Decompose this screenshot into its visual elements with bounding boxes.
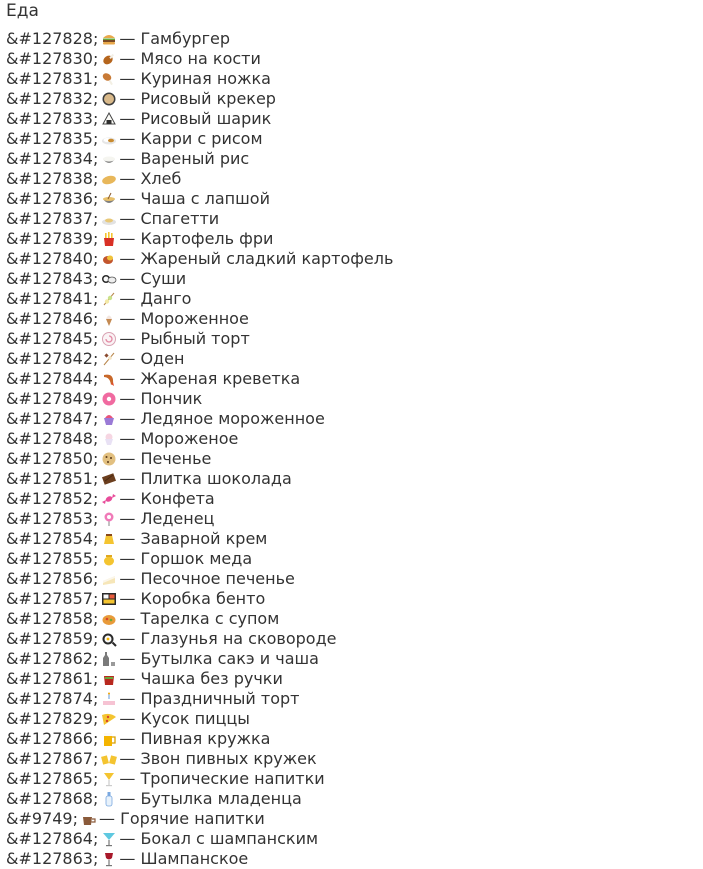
list-item [6, 409, 393, 429]
ice-cream-icon [101, 431, 117, 447]
separator: — [119, 289, 136, 308]
separator: — [119, 469, 136, 488]
curry-rice-icon [101, 131, 117, 147]
item-name: Мороженное [140, 309, 249, 328]
item-name: Пивная кружка [140, 729, 271, 748]
entity-code: &#127850; [6, 449, 99, 468]
entity-code: &#127868; [6, 789, 99, 808]
cooked-rice-icon [101, 151, 117, 167]
separator: — [119, 489, 136, 508]
entity-code: &#127830; [6, 49, 99, 68]
list-item [6, 89, 393, 109]
list-item [6, 649, 393, 669]
separator: — [119, 49, 136, 68]
item-name: Картофель фри [140, 229, 274, 248]
separator: — [119, 389, 136, 408]
entity-code: &#127864; [6, 829, 99, 848]
item-name: Бутылка младенца [140, 789, 302, 808]
item-name: Оден [140, 349, 185, 368]
item-name: Глазунья на сковороде [140, 629, 337, 648]
list-item [6, 469, 393, 489]
list-item [6, 849, 393, 869]
list-item [6, 349, 393, 369]
item-name: Песочное печенье [140, 569, 295, 588]
list-item [6, 389, 393, 409]
entity-code: &#9749; [6, 809, 78, 828]
meat-on-bone-icon [101, 51, 117, 67]
hamburger-icon [101, 31, 117, 47]
entity-code: &#127837; [6, 209, 99, 228]
item-name: Рисовый крекер [140, 89, 276, 108]
separator: — [119, 509, 136, 528]
separator: — [119, 209, 136, 228]
item-name: Звон пивных кружек [140, 749, 317, 768]
hot-beverage-icon [81, 811, 97, 827]
list-item [6, 289, 393, 309]
entity-code: &#127874; [6, 689, 99, 708]
entity-code: &#127854; [6, 529, 99, 548]
cookie-icon [101, 451, 117, 467]
separator: — [119, 309, 136, 328]
separator: — [119, 569, 136, 588]
bento-box-icon [101, 591, 117, 607]
entity-code: &#127829; [6, 709, 99, 728]
list-item [6, 269, 393, 289]
list-item [6, 129, 393, 149]
entity-code: &#127849; [6, 389, 99, 408]
list-item [6, 629, 393, 649]
fried-shrimp-icon [101, 371, 117, 387]
item-name: Горшок меда [140, 549, 253, 568]
separator: — [119, 409, 136, 428]
separator: — [119, 149, 136, 168]
list-item [6, 729, 393, 749]
item-name: Карри с рисом [140, 129, 263, 148]
entity-code: &#127852; [6, 489, 99, 508]
french-fries-icon [101, 231, 117, 247]
shaved-ice-icon [101, 411, 117, 427]
item-name: Бутылка сакэ и чаша [140, 649, 319, 668]
poultry-leg-icon [101, 71, 117, 87]
list-item [6, 689, 393, 709]
separator: — [119, 449, 136, 468]
item-name: Шампанское [140, 849, 249, 868]
item-name: Данго [140, 289, 192, 308]
item-name: Рыбный торт [140, 329, 250, 348]
item-name: Леденец [140, 509, 215, 528]
noodle-bowl-icon [101, 191, 117, 207]
list-item [6, 369, 393, 389]
candy-icon [101, 491, 117, 507]
separator: — [119, 629, 136, 648]
list-item [6, 809, 393, 829]
list-item [6, 829, 393, 849]
entity-code: &#127859; [6, 629, 99, 648]
list-item [6, 189, 393, 209]
entity-code: &#127834; [6, 149, 99, 168]
entity-code: &#127865; [6, 769, 99, 788]
entity-code: &#127867; [6, 749, 99, 768]
entity-code: &#127841; [6, 289, 99, 308]
list-item [6, 789, 393, 809]
beer-mug-icon [101, 731, 117, 747]
separator: — [119, 549, 136, 568]
list-item [6, 69, 393, 89]
entity-code: &#127845; [6, 329, 99, 348]
soft-ice-cream-icon [101, 311, 117, 327]
separator: — [119, 129, 136, 148]
baby-bottle-icon [101, 791, 117, 807]
entity-code: &#127863; [6, 849, 99, 868]
doughnut-icon [101, 391, 117, 407]
entity-code: &#127861; [6, 669, 99, 688]
list-item [6, 229, 393, 249]
separator: — [119, 589, 136, 608]
item-name: Мороженое [140, 429, 239, 448]
separator: — [119, 429, 136, 448]
dango-icon [101, 291, 117, 307]
entity-code: &#127857; [6, 589, 99, 608]
list-item [6, 529, 393, 549]
pizza-icon [101, 711, 117, 727]
chocolate-bar-icon [101, 471, 117, 487]
item-name: Жареная креветка [140, 369, 301, 388]
entity-code: &#127858; [6, 609, 99, 628]
separator: — [119, 729, 136, 748]
separator: — [119, 189, 136, 208]
list-item [6, 169, 393, 189]
separator: — [119, 529, 136, 548]
list-item [6, 309, 393, 329]
separator: — [119, 169, 136, 188]
item-name: Плитка шоколада [140, 469, 292, 488]
item-name: Спагетти [140, 209, 220, 228]
cocktail-glass-icon [101, 831, 117, 847]
oden-icon [101, 351, 117, 367]
rice-cracker-icon [101, 91, 117, 107]
item-name: Чашка без ручки [140, 669, 283, 688]
entity-code: &#127853; [6, 509, 99, 528]
separator: — [119, 689, 136, 708]
separator: — [119, 89, 136, 108]
frying-pan-egg-icon [101, 631, 117, 647]
lollipop-icon [101, 511, 117, 527]
item-name: Жареный сладкий картофель [140, 249, 394, 268]
fish-cake-icon [101, 331, 117, 347]
entity-code: &#127842; [6, 349, 99, 368]
list-item [6, 149, 393, 169]
shortcake-icon [101, 571, 117, 587]
list-item [6, 549, 393, 569]
entity-code: &#127836; [6, 189, 99, 208]
entity-code: &#127839; [6, 229, 99, 248]
entity-code: &#127843; [6, 269, 99, 288]
separator: — [119, 229, 136, 248]
item-name: Ледяное мороженное [140, 409, 325, 428]
separator: — [119, 849, 136, 868]
entity-code: &#127848; [6, 429, 99, 448]
separator: — [119, 249, 136, 268]
list-item [6, 509, 393, 529]
list-item [6, 749, 393, 769]
list-item [6, 589, 393, 609]
list-item [6, 429, 393, 449]
list-item [6, 669, 393, 689]
separator: — [119, 749, 136, 768]
separator: — [99, 809, 115, 828]
item-name: Коробка бенто [140, 589, 266, 608]
item-name: Конфета [140, 489, 215, 508]
page-title: Еда [6, 1, 39, 21]
separator: — [119, 269, 136, 288]
separator: — [119, 369, 136, 388]
list-item [6, 209, 393, 229]
spaghetti-icon [101, 211, 117, 227]
item-name: Суши [140, 269, 187, 288]
entity-code: &#127851; [6, 469, 99, 488]
sushi-icon [101, 271, 117, 287]
separator: — [119, 69, 136, 88]
entity-code: &#127847; [6, 409, 99, 428]
teacup-icon [101, 671, 117, 687]
list-item [6, 249, 393, 269]
entity-code: &#127832; [6, 89, 99, 108]
birthday-cake-icon [101, 691, 117, 707]
item-name: Заварной крем [140, 529, 268, 548]
item-name: Мясо на кости [140, 49, 261, 68]
separator: — [119, 29, 136, 48]
separator: — [119, 109, 136, 128]
entity-code: &#127846; [6, 309, 99, 328]
entity-code: &#127844; [6, 369, 99, 388]
separator: — [119, 649, 136, 668]
item-name: Тропические напитки [140, 769, 325, 788]
sake-icon [101, 651, 117, 667]
tropical-drink-icon [101, 771, 117, 787]
sweet-potato-icon [101, 251, 117, 267]
list-item [6, 489, 393, 509]
list-item [6, 49, 393, 69]
separator: — [119, 769, 136, 788]
list-item [6, 709, 393, 729]
item-name: Кусок пиццы [140, 709, 250, 728]
item-name: Бокал с шампанским [140, 829, 319, 848]
entity-code: &#127840; [6, 249, 99, 268]
food-emoji-list [6, 29, 393, 869]
item-name: Куриная ножка [140, 69, 271, 88]
separator: — [119, 829, 136, 848]
list-item [6, 109, 393, 129]
item-name: Чаша с лапшой [140, 189, 270, 208]
rice-ball-icon [101, 111, 117, 127]
entity-code: &#127838; [6, 169, 99, 188]
list-item [6, 769, 393, 789]
item-name: Вареный рис [140, 149, 250, 168]
item-name: Пончик [140, 389, 203, 408]
entity-code: &#127866; [6, 729, 99, 748]
entity-code: &#127855; [6, 549, 99, 568]
list-item [6, 569, 393, 589]
item-name: Тарелка с супом [140, 609, 280, 628]
entity-code: &#127828; [6, 29, 99, 48]
item-name: Хлеб [140, 169, 182, 188]
bread-icon [101, 171, 117, 187]
separator: — [119, 349, 136, 368]
item-name: Печенье [140, 449, 212, 468]
entity-code: &#127835; [6, 129, 99, 148]
custard-icon [101, 531, 117, 547]
item-name: Праздничный торт [140, 689, 300, 708]
separator: — [119, 709, 136, 728]
pot-of-food-icon [101, 611, 117, 627]
item-name: Рисовый шарик [140, 109, 272, 128]
list-item [6, 609, 393, 629]
item-name: Гамбургер [140, 29, 230, 48]
list-item [6, 449, 393, 469]
entity-code: &#127831; [6, 69, 99, 88]
list-item [6, 29, 393, 49]
entity-code: &#127856; [6, 569, 99, 588]
separator: — [119, 609, 136, 628]
entity-code: &#127862; [6, 649, 99, 668]
list-item [6, 329, 393, 349]
clinking-beer-mugs-icon [101, 751, 117, 767]
separator: — [119, 669, 136, 688]
separator: — [119, 789, 136, 808]
item-name: Горячие напитки [120, 809, 265, 828]
honey-pot-icon [101, 551, 117, 567]
entity-code: &#127833; [6, 109, 99, 128]
separator: — [119, 329, 136, 348]
wine-glass-icon [101, 851, 117, 867]
